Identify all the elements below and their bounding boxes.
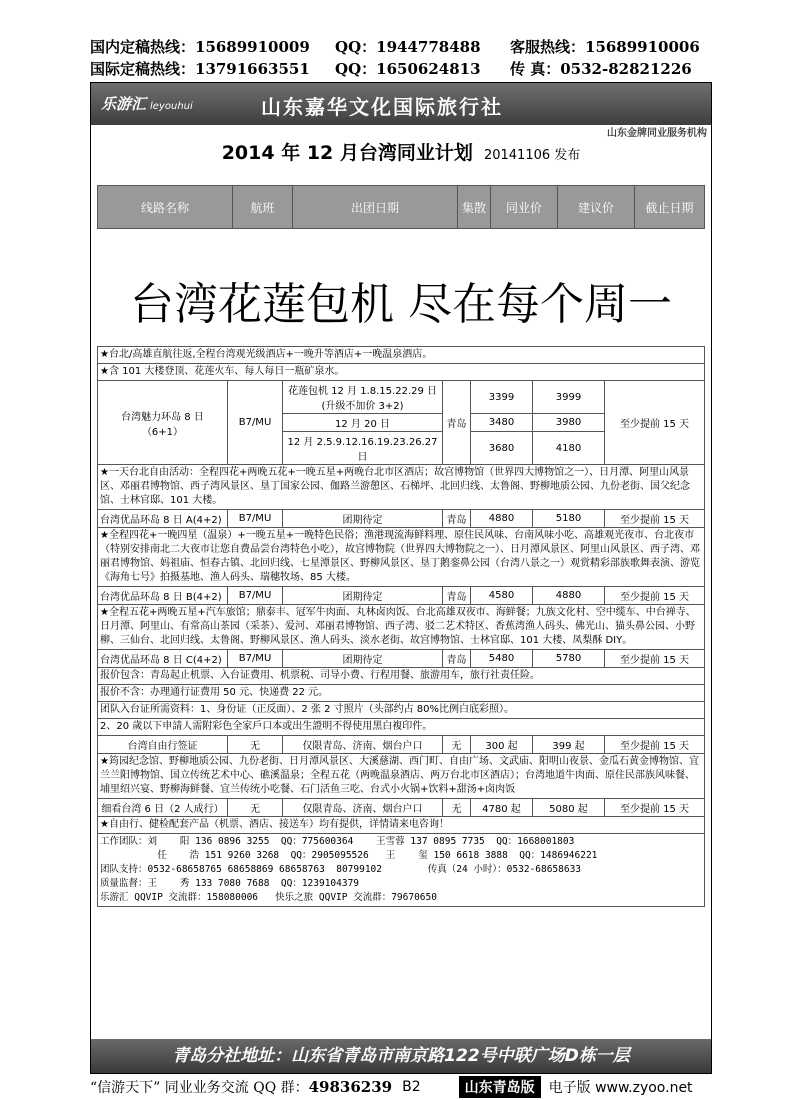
suggest-price: 4180: [533, 432, 605, 465]
flyer-frame: [90, 82, 712, 1074]
column-header: [97, 185, 705, 229]
page-footer: [90, 1076, 710, 1098]
table-row: [98, 587, 705, 605]
company-banner: [91, 83, 711, 139]
hotline-header: [90, 36, 720, 80]
flight: B7/MU: [228, 381, 283, 465]
city: 无: [443, 736, 471, 754]
qq-group: “信游天下” 同业业务交流 QQ 群：49836239: [90, 1078, 393, 1096]
col-price: 同业价: [491, 186, 558, 229]
price: 3480: [471, 414, 533, 432]
col-suggest: 建议价: [558, 186, 635, 229]
deadline: 至少提前 15 天: [605, 736, 705, 754]
contact-line: 任 浩 151 9260 3268 QQ：2905095526 王 玺 150 6618 3888 QQ：1486946221: [100, 850, 598, 861]
flight: B7/MU: [228, 650, 283, 668]
deadline: 至少提前 15 天: [605, 381, 705, 465]
route-name: 台湾魅力环岛 8 日 （6+1）: [98, 381, 228, 465]
price-excludes: 报价不含：办理通行证费用 50 元、快递费 22 元。: [98, 685, 705, 702]
contact-line: 质量监督：王 秀 133 7080 7688 QQ：1239104379: [100, 878, 360, 889]
table-row: [98, 736, 705, 754]
table-row: [98, 650, 705, 668]
price: 4780 起: [471, 799, 533, 817]
brand-logo: 乐游汇 leyouhui: [101, 95, 193, 113]
service-hotline: 客服热线：15689910006: [510, 38, 700, 56]
col-city: 集散: [458, 186, 491, 229]
note: ★全程五花+两晚五星+汽车旅馆；鼎泰丰、冠军牛肉面、丸林卤肉饭、台北高雄双夜市、海鲜餐；九族文化村、空中缆车、中台禅寺、日月潭、阿里山、有常高山茶园（采茶）、爱河、邓丽君博物馆、西子湾、驳二艺术特区、香蕉湾渔人码头、佛光山、猫头鼻公园、小野柳、三仙台、北回归线、太鲁阁、野柳风景区、渔人码头、淡水老街、故宫博物馆、士林官邸、101 大楼、凤梨酥 DIY。: [98, 605, 705, 650]
note: ★含 101 大楼登顶、花莲火车、每人每日一瓶矿泉水。: [98, 364, 705, 381]
contact-line: 乐游汇 QQVIP 交流群：158080006 快乐之旅 QQVIP 交流群：79670650: [100, 892, 437, 903]
headline: 台湾花莲包机 尽在每个周一: [130, 279, 672, 330]
suggest-price: 3999: [533, 381, 605, 414]
price-includes: 报价包含：青岛起止机票、入台证费用、机票税、司导小费、行程用餐、旅游用车，旅行社责任险。: [98, 668, 705, 685]
city: 青岛: [443, 587, 471, 605]
website[interactable]: 电子版 www.zyoo.net: [548, 1080, 693, 1096]
price: 4580: [471, 587, 533, 605]
depart-date: 仅限青岛、济南、烟台户口: [283, 736, 443, 754]
depart-date: 团期待定: [283, 587, 443, 605]
flight: B7/MU: [228, 587, 283, 605]
contact-line: 团队支持：0532-68658765 68658869 68658763 80799102 传真（24 小时）：0532-68658633: [100, 864, 582, 875]
intl-qq: QQ：1650624813: [335, 60, 481, 78]
table-row: [98, 799, 705, 817]
price: 3680: [471, 432, 533, 465]
domestic-qq: QQ：1944778488: [335, 38, 481, 56]
note: ★筠园纪念馆、野柳地质公园、九份老街、日月潭风景区、大溪慈湖、西门町、自由广场、文武庙、阳明山夜景、金瓜石黄金博物馆、宜兰兰阳博物馆、国立传统艺术中心、礁溪温泉；全程五花（两晚温泉酒店、两万台北市区酒店）；台湾地道牛肉面、原住民部族风味餐、埔里绍兴宴、野柳海鲜餐、宜兰传统小吃餐、石门活鱼三吃、台式小火锅+饮料+甜汤+卤肉饭: [98, 754, 705, 799]
note: ★一天台北自由活动：全程四花+两晚五花+一晚五星+两晚台北市区酒店；故宫博物馆（世界四大博物馆之一）、日月潭、阿里山风景区、邓丽君博物馆、西子湾风景区、垦丁国家公园、伽路兰游憩区、石梯坪、北回归线、太鲁阁、野柳地质公园、九份老街、国父纪念馆、士林官邸、101 大楼。: [98, 465, 705, 510]
depart-date: 仅限青岛、济南、烟台户口: [283, 799, 443, 817]
domestic-hotline: 国内定稿热线：15689910009: [90, 38, 310, 56]
depart-date: 团期待定: [283, 650, 443, 668]
deadline: 至少提前 15 天: [605, 510, 705, 528]
company-name: 山东嘉华文化国际旅行社: [261, 95, 503, 119]
page-number: B2: [402, 1079, 421, 1095]
depart-date: 团期待定: [283, 510, 443, 528]
intl-hotline: 国际定稿热线：13791663551: [90, 60, 310, 78]
flight: 无: [228, 736, 283, 754]
route-name: 细看台湾 6 日（2 人成行）: [98, 799, 228, 817]
note: ★台北/高雄直航往返,全程台湾观光级酒店+一晚升等酒店+一晚温泉酒店。: [98, 347, 705, 364]
route-name: 台湾优品环岛 8 日 A(4+2): [98, 510, 228, 528]
suggest-price: 3980: [533, 414, 605, 432]
city: 青岛: [443, 381, 471, 465]
plan-title: 2014 年 12 月台湾同业计划: [221, 142, 473, 164]
address-banner: 青岛分社地址：山东省青岛市南京路122号中联广场D栋一层: [91, 1039, 711, 1073]
city: 青岛: [443, 510, 471, 528]
price: 300 起: [471, 736, 533, 754]
col-date: 出团日期: [293, 186, 458, 229]
contact-line: 工作团队：刘 阳 136 0896 3255 QQ：775600364 王雪蓉 137 0895 7735 QQ：1668001803: [100, 836, 575, 847]
suggest-price: 5780: [533, 650, 605, 668]
fax: 传 真：0532-82821226: [510, 60, 692, 78]
visa-docs: 团队入台证所需资料：1、身份证（正反面）、2 张 2 寸照片（头部约占 80%比例白底彩照）。: [98, 702, 705, 719]
deadline: 至少提前 15 天: [605, 799, 705, 817]
visa-docs-2: 2、20 歲以下申請人需附彩色全家戶口本或出生證明不得使用黑白複印件。: [98, 719, 705, 736]
suggest-price: 399 起: [533, 736, 605, 754]
price: 5480: [471, 650, 533, 668]
route-name: 台湾优品环岛 8 日 C(4+2): [98, 650, 228, 668]
flight: B7/MU: [228, 510, 283, 528]
note: ★全程四花+一晚四星（温泉）+一晚五星+一晚特色民俗；渔港现流海鲜料理、原住民风味、台南风味小吃、高雄观光夜市、台北夜市（特别安排南北二大夜市让您自费品尝台湾特色小吃），故宫博物院（世界四大博物院之一）、日月潭风景区、阿里山风景区、西子湾、邓丽君博物馆、妈祖庙、恒春古镇、北回归线、七星潭景区、野柳风景区、垦丁鹅銮鼻公园（台湾八景之一）观赏精彩部族歌舞表演、游览《海角七号》拍摄基地、渔人码头、瑞穗牧场、85 大楼。: [98, 528, 705, 587]
col-deadline: 截止日期: [635, 186, 705, 229]
price: 4880: [471, 510, 533, 528]
deadline: 至少提前 15 天: [605, 587, 705, 605]
suggest-price: 4880: [533, 587, 605, 605]
table-row: [98, 510, 705, 528]
deadline: 至少提前 15 天: [605, 650, 705, 668]
depart-date: 12 月 2.5.9.12.16.19.23.26.27 日: [283, 432, 443, 465]
company-subtitle: 山东金牌同业服务机构: [607, 128, 707, 139]
depart-date: 12 月 20 日: [283, 414, 443, 432]
col-flight: 航班: [233, 186, 293, 229]
city: 青岛: [443, 650, 471, 668]
edition-label: 山东青岛版: [459, 1076, 541, 1098]
route-name: 台湾自由行签证: [98, 736, 228, 754]
contact-block: [98, 834, 705, 907]
depart-date: 花莲包机 12 月 1.8.15.22.29 日 (升级不加价 3+2): [283, 381, 443, 414]
note: ★自由行、健检配套产品（机票、酒店、接送车）均有提供，详情请来电咨询！: [98, 817, 705, 834]
tour-table: [97, 346, 705, 907]
flight: 无: [228, 799, 283, 817]
route-name: 台湾优品环岛 8 日 B(4+2): [98, 587, 228, 605]
publish-date: 20141106 发布: [483, 148, 581, 163]
suggest-price: 5080 起: [533, 799, 605, 817]
page-title: [91, 138, 711, 165]
col-route: 线路名称: [98, 186, 233, 229]
table-row: [98, 381, 705, 414]
city: 无: [443, 799, 471, 817]
suggest-price: 5180: [533, 510, 605, 528]
price: 3399: [471, 381, 533, 414]
